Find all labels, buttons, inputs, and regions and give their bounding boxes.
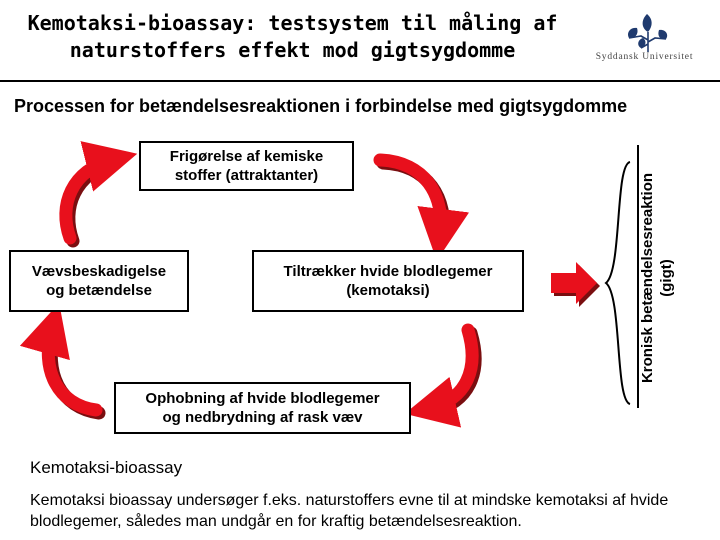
node-damage-label: Vævsbeskadigelse og betændelse (31, 263, 167, 299)
node-accumulation (114, 382, 411, 434)
curly-brace (606, 162, 630, 404)
bioassay-description: Kemotaksi bioassay undersøger f.eks. naturstoffers evne til at mindske kemotaksi af hvide blodlegemer, således man undgår en for kraftig betændelsesreaktion. (30, 492, 669, 530)
node-release-chemicals (139, 141, 354, 191)
arrow-to-chronic-inflammation (551, 262, 600, 307)
node-tissue-damage (9, 250, 189, 312)
university-name: Syddansk Universitet (595, 52, 694, 62)
node-accumulation-label: Ophobning af hvide blodlegemer og nedbrydning af rask væv (145, 390, 380, 426)
diagram-subtitle: Processen for betændelsesreaktionen i forbindelse med gigtsygdomme (14, 96, 628, 116)
node-attract-leukocytes (252, 250, 524, 312)
node-attract-label: Tiltrækker hvide blodlegemer (kemotaksi) (283, 263, 493, 299)
chronic-inflammation-label (638, 148, 676, 408)
chronic-inflammation-text: Kronisk betændelsesreaktion (gigt) (639, 172, 675, 384)
title-line-2: naturstoffers effekt mod gigtsygdomme (69, 38, 516, 62)
bioassay-heading: Kemotaksi-bioassay (30, 458, 183, 477)
title-line-1: Kemotaksi-bioassay: testsystem til måling af (27, 11, 558, 35)
node-release-label: Frigørelse af kemiske stoffer (attraktanter) (169, 148, 324, 184)
